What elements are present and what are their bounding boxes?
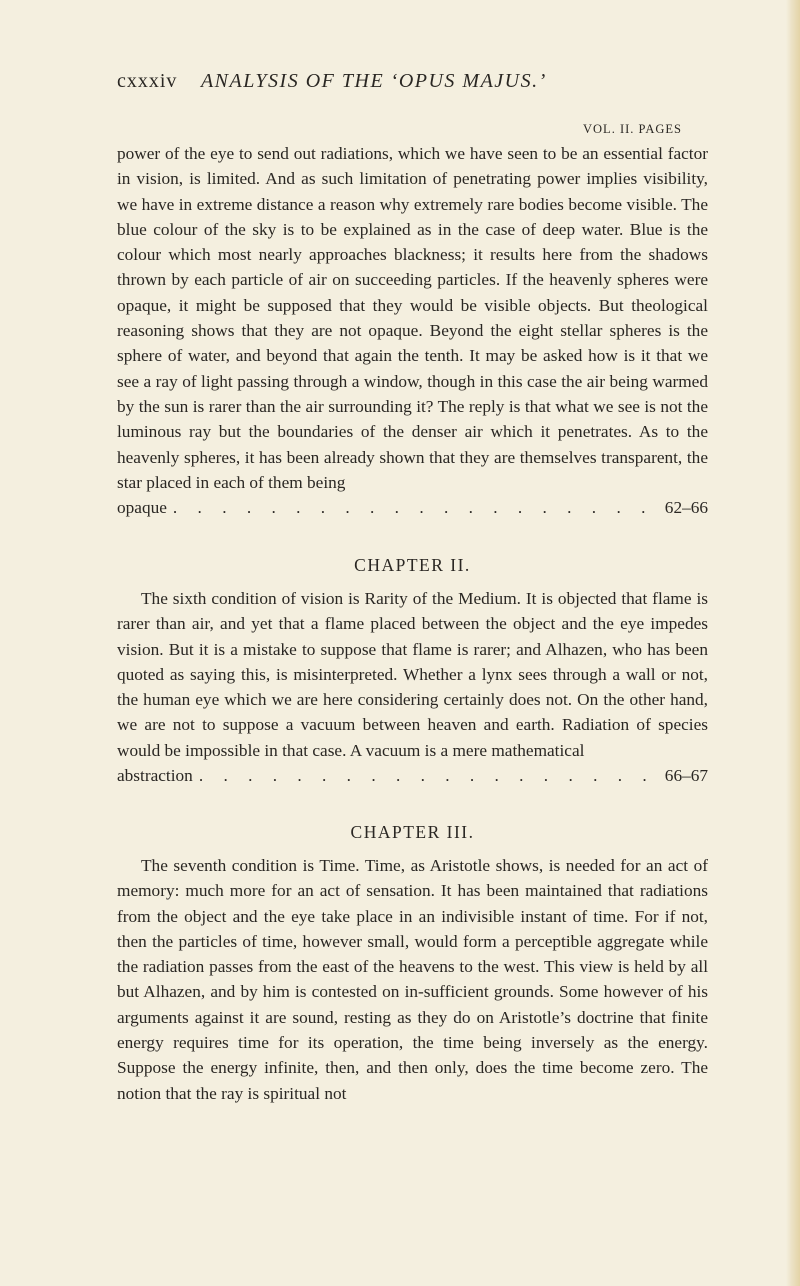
page-folio: cxxxiv — [117, 70, 178, 92]
entry-text: The seventh condition is Time. Time, as Aristotle shows, is needed for an act of memory: much more for an act of sensation. It has been maintained that radiations from the object and the eye take place in an indivisible instant of time. For if not, then the particles of time, however small, would form a perceptible aggregate while the radiation passes from the east of the heavens to the west. This view is held by all but Alhazen, and by him is contested on in-sufficient grounds. Some however of his arguments against it are sound, resting as they do on Aristotle’s doctrine that finite energy requires time for its operation, the time being inversely as the energy. Suppose the energy infinite, then, and then only, does the time become zero. The notion that the ray is spiritual not — [117, 856, 708, 1103]
entry-paragraph — [117, 141, 708, 520]
column-label: VOL. II. PAGES — [583, 122, 682, 136]
dot-leader — [167, 495, 661, 520]
entry-leader-line — [117, 763, 708, 788]
entry-last-word: abstraction — [117, 766, 193, 786]
dot-leader — [193, 763, 661, 788]
chapter-heading: CHAPTER II. — [354, 555, 471, 575]
entry-last-word: opaque — [117, 498, 167, 518]
entry-paragraph — [117, 586, 708, 788]
page-range: 66–67 — [664, 766, 708, 786]
page-range: 62–66 — [664, 498, 708, 518]
entry-text: power of the eye to send out radiations, which we have seen to be an essential factor in vision, is limited. And as such limitation of penetrating power implies visibility, we have in extreme distance a reason why extremely rare bodies become visible. The blue colour of the sky is to be explained as in the case of deep water. Blue is the colour which most nearly approaches blackness; it results here from the shadows thrown by each particle of air on succeeding particles. If the heavenly spheres were opaque, it might be supposed that they would be visible objects. But theological reasoning shows that they are not opaque. Beyond the eight stellar spheres is the sphere of water, and beyond that again the tenth. It may be asked how is it that we see a ray of light passing through a window, though in this case the air being warmed by the sun is rarer than the air surrounding it? The reply is that what we see is not the luminous ray but the boundaries of the denser air which it penetrates. As to the heavenly spheres, it has been already shown that they are themselves transparent, the star placed in each of them being — [117, 144, 708, 492]
chapter-heading: CHAPTER III. — [350, 822, 475, 842]
entry-paragraph — [117, 853, 708, 1106]
entry-leader-line — [117, 495, 708, 520]
entry-text: The sixth condition of vision is Rarity of the Medium. It is objected that flame is rarer than air, and yet that a flame placed between the object and the eye impedes vision. But it is a mistake to suppose that flame is rarer; and Alhazen, who has been quoted as saying this, is misinterpreted. Whether a lynx sees through a wall or not, the human eye which we are here considering certainly does not. On the other hand, we are not to suppose a vacuum between heaven and earth. Radiation of species would be impossible in that case. A vacuum is a mere mathematical — [117, 589, 708, 760]
running-title: ANALYSIS OF THE ‘OPUS MAJUS.’ — [200, 70, 547, 92]
page-edge-shadow — [786, 0, 800, 1286]
running-header — [117, 70, 717, 93]
